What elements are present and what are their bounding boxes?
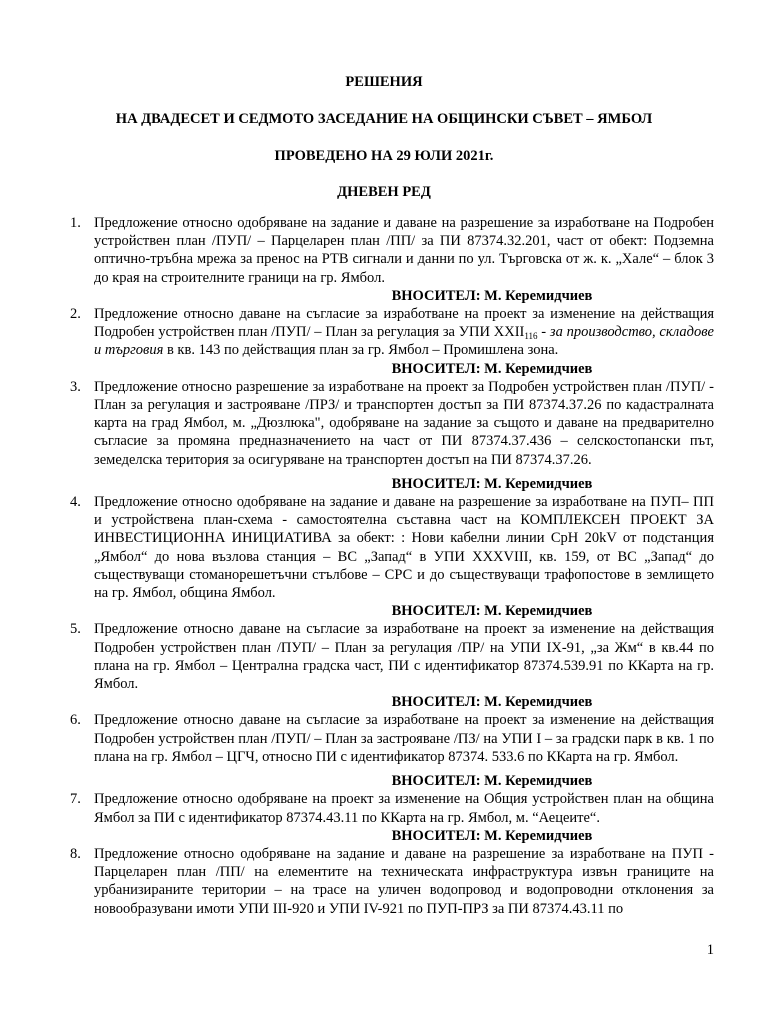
- item-number: 2.: [70, 306, 81, 323]
- agenda-item: [70, 305, 714, 378]
- item-author: ВНОСИТЕЛ: М. Керемидчиев: [391, 827, 593, 844]
- item-author: ВНОСИТЕЛ: М. Керемидчиев: [391, 603, 593, 620]
- item-number: 1.: [70, 215, 81, 231]
- agenda-item: [70, 845, 714, 918]
- item-number: 6.: [70, 712, 81, 729]
- item-number: 7.: [70, 791, 81, 808]
- item-text: Предложение относно одобряване на задание и даване на разрешение за изработване на Подробен устройствен план /ПУП/ – Парцеларен план /ПП/ за ПИ 87374.32.201, част от обект: Подземна оптично-тръбна мрежа за пренос на РТВ сигнали и данни по ул. Търговска от ж. к. „Хале“ – блок 3 до края на строителните граници на гр. Ямбол.: [94, 215, 714, 286]
- item-number: 8.: [70, 845, 81, 862]
- item-text: Предложение относно даване на съгласие за изработване на проект за изменение на действащия Подробен устройствен план /ПУП/ – План за застрояване /ПЗ/ на УПИ I – за градски парк в кв. 1 по плана на гр. Ямбол – ЦГЧ, относно ПИ с идентификатор 87374. 533.6 по ККарта на гр. Ямбол.: [94, 712, 714, 765]
- agenda-item: [70, 620, 714, 711]
- item-author: ВНОСИТЕЛ: М. Керемидчиев: [391, 773, 593, 790]
- agenda-list: [70, 214, 714, 918]
- item-author: ВНОСИТЕЛ: М. Керемидчиев: [391, 287, 593, 304]
- item-author: ВНОСИТЕЛ: М. Керемидчиев: [391, 360, 593, 377]
- agenda-item: [70, 790, 714, 845]
- page-number: 1: [706, 942, 714, 958]
- item-text: Предложение относно разрешение за изработване на проект за Подробен устройствен план /ПУП/ - План за регулация и застрояване /ПРЗ/ и транспортен достъп за ПИ 87374.37.26 по кадастралната карта на град Ямбол, м. „Дюзлюка", одобряване на задание за същото и даване на предварително съгласие за промяна предназначението на част от ПИ 87374.37.436 – селскостопански път, земеделска територия за осигуряване на транспортен достъп на ПИ 87374.37.26.: [94, 378, 714, 468]
- item-text: Предложение относно даване на съгласие за изработване на проект за изменение на действащия Подробен устройствен план /ПУП/ – План за регулация /ПР/ на УПИ IX-91, „за Жм“ в кв.44 по плана на гр. Ямбол – Централна градска част, ПИ с идентификатор 87374.539.91 по ККарта на гр. Ямбол.: [94, 621, 714, 693]
- agenda-title: ДНЕВЕН РЕД: [337, 184, 431, 200]
- item-author: ВНОСИТЕЛ: М. Керемидчиев: [391, 694, 593, 711]
- item-text: Предложение относно одобряване на проект за изменение на Общия устройствен план на община Ямбол за ПИ с идентификатор 87374.43.11 по ККарта на гр. Ямбол, м. “Аецеите“.: [94, 791, 714, 826]
- agenda-item: [70, 493, 714, 620]
- item-text: Предложение относно одобряване на задание и даване на разрешение за изработване на ПУП– ПП и устройствена план-схема - самостоятелна съставна част на КОМПЛЕКСЕН ПРОЕКТ ЗА ИНВЕСТИЦИОННА ИНИЦИАТИВА за обект: : Нови кабелни линии СрН 20kV от подстанция „Ямбол“ до нова възлова станция – ВС „Запад“ в УПИ XXXVIII, кв. 159, от ВС „Запад“ до съществуващи стоманорешетъчни стълбове – СРС и до съществуващи трафопостове в землището на гр. Ямбол, община Ямбол.: [94, 494, 714, 602]
- item-number: 4.: [70, 494, 81, 511]
- item-number: 5.: [70, 621, 81, 638]
- item-text: Предложение относно даване на съгласие за изработване на проект за изменение на действащия Подробен устройствен план /ПУП/ – План за регулация за УПИ $XXII_{116}$ - за производство, складове и търговия в кв. 143 по действащия план за гр. Ямбол – Промишлена зона.: [94, 306, 714, 359]
- agenda-item: [70, 214, 714, 305]
- agenda-item: [70, 378, 714, 493]
- item-number: 3.: [70, 378, 81, 395]
- agenda-item: [70, 711, 714, 790]
- item-text: Предложение относно одобряване на задание и даване на разрешение за изработване на ПУП - Парцеларен план /ПП/ на елементите на техническата инфраструктура извън границите на урбанизираните територии – на трасе на уличен водопровод и водопроводни отклонения за новообразувани имоти УПИ III-920 и УПИ IV-921 по ПУП-ПРЗ за ПИ 87374.43.11 по: [94, 845, 714, 917]
- item-author: ВНОСИТЕЛ: М. Керемидчиев: [391, 475, 593, 492]
- document-subtitle: НА ДВАДЕСЕТ И СЕДМОТО ЗАСЕДАНИЕ НА ОБЩИНСКИ СЪВЕТ – ЯМБОЛ: [115, 111, 653, 127]
- document-title: РЕШЕНИЯ: [345, 74, 423, 90]
- session-date: ПРОВЕДЕНО НА 29 ЮЛИ 2021г.: [274, 148, 494, 164]
